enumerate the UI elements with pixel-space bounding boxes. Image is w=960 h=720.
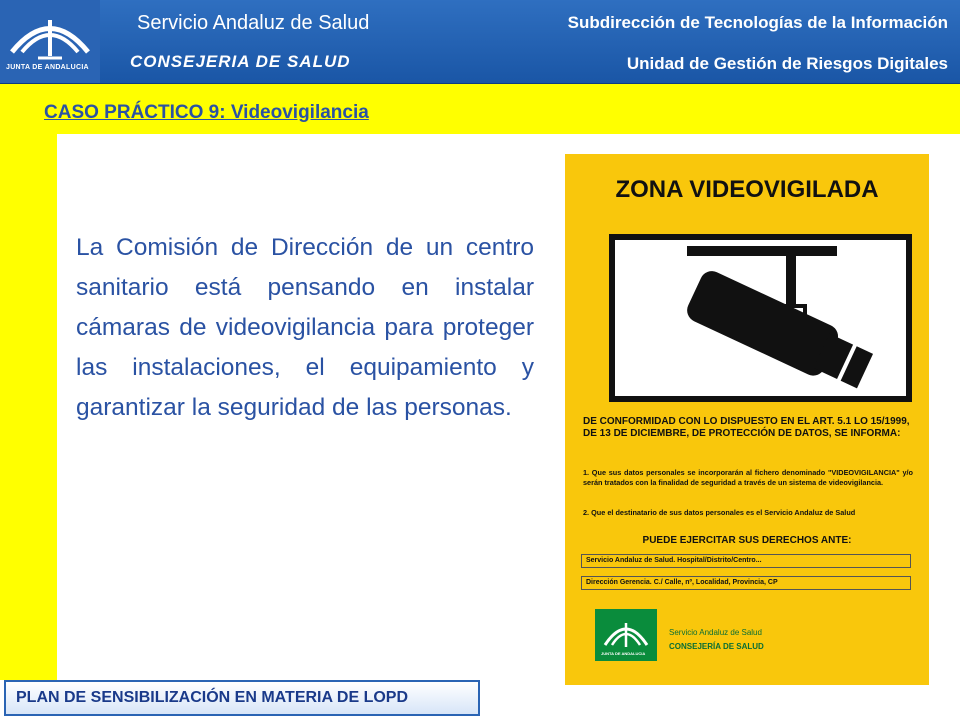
logo-caption: JUNTA DE ANDALUCIA — [6, 64, 89, 71]
cctv-warning-sign — [565, 154, 929, 685]
sign-point-1: 1. Que sus datos personales se incorporarán al fichero denominado "VIDEOVIGILANCIA" y/o serán tratados con la finalidad de seguridad a través de un sistema de videovigilancia. — [583, 468, 913, 487]
camera-pictogram — [609, 234, 912, 402]
unit-name: Unidad de Gestión de Riesgos Digitales — [626, 54, 948, 73]
sign-department-name: CONSEJERÍA DE SALUD — [669, 642, 764, 651]
sign-logo-caption: JUNTA DE ANDALUCIA — [601, 651, 646, 656]
sign-junta-logo — [595, 609, 657, 661]
sign-field-center: Servicio Andaluz de Salud. Hospital/Distrito/Centro... — [581, 554, 911, 568]
sign-point-2: 2. Que el destinatario de sus datos personales es el Servicio Andaluz de Salud — [583, 508, 856, 517]
sign-legal-notice: DE CONFORMIDAD CON LO DISPUESTO EN EL ART. 5.1 LO 15/1999, DE 13 DE DICIEMBRE, DE PROTECCIÓN DE DATOS, SE INFORMA: — [583, 416, 910, 439]
junta-emblem-icon — [0, 0, 100, 64]
sign-rights-heading: PUEDE EJERCITAR SUS DERECHOS ANTE: — [642, 535, 852, 546]
slide-body-text: La Comisión de Dirección de un centro sanitario está pensando en instalar cámaras de videovigilancia para proteger las instalaciones, el equipamiento y garantizar la seguridad de las personas. — [76, 234, 534, 421]
department-name: CONSEJERIA DE SALUD — [130, 52, 351, 71]
junta-emblem-icon — [595, 609, 657, 651]
cctv-camera-icon — [615, 240, 906, 396]
slide-title: CASO PRÁCTICO 9: Videovigilancia — [44, 102, 369, 123]
left-accent-bar — [0, 134, 57, 680]
sign-title: ZONA VIDEOVIGILADA — [615, 176, 879, 203]
sign-field-address: Dirección Gerencia. C./ Calle, nº, Localidad, Provincia, CP — [581, 576, 911, 590]
footer-banner — [4, 680, 480, 716]
header-bar — [0, 0, 960, 84]
org-name: Servicio Andaluz de Salud — [137, 12, 370, 34]
junta-logo — [0, 0, 100, 83]
sign-org-name: Servicio Andaluz de Salud — [669, 628, 762, 637]
footer-label: PLAN DE SENSIBILIZACIÓN EN MATERIA DE LOPD — [16, 689, 409, 706]
subdirectorate-name: Subdirección de Tecnologías de la Información — [567, 13, 948, 32]
